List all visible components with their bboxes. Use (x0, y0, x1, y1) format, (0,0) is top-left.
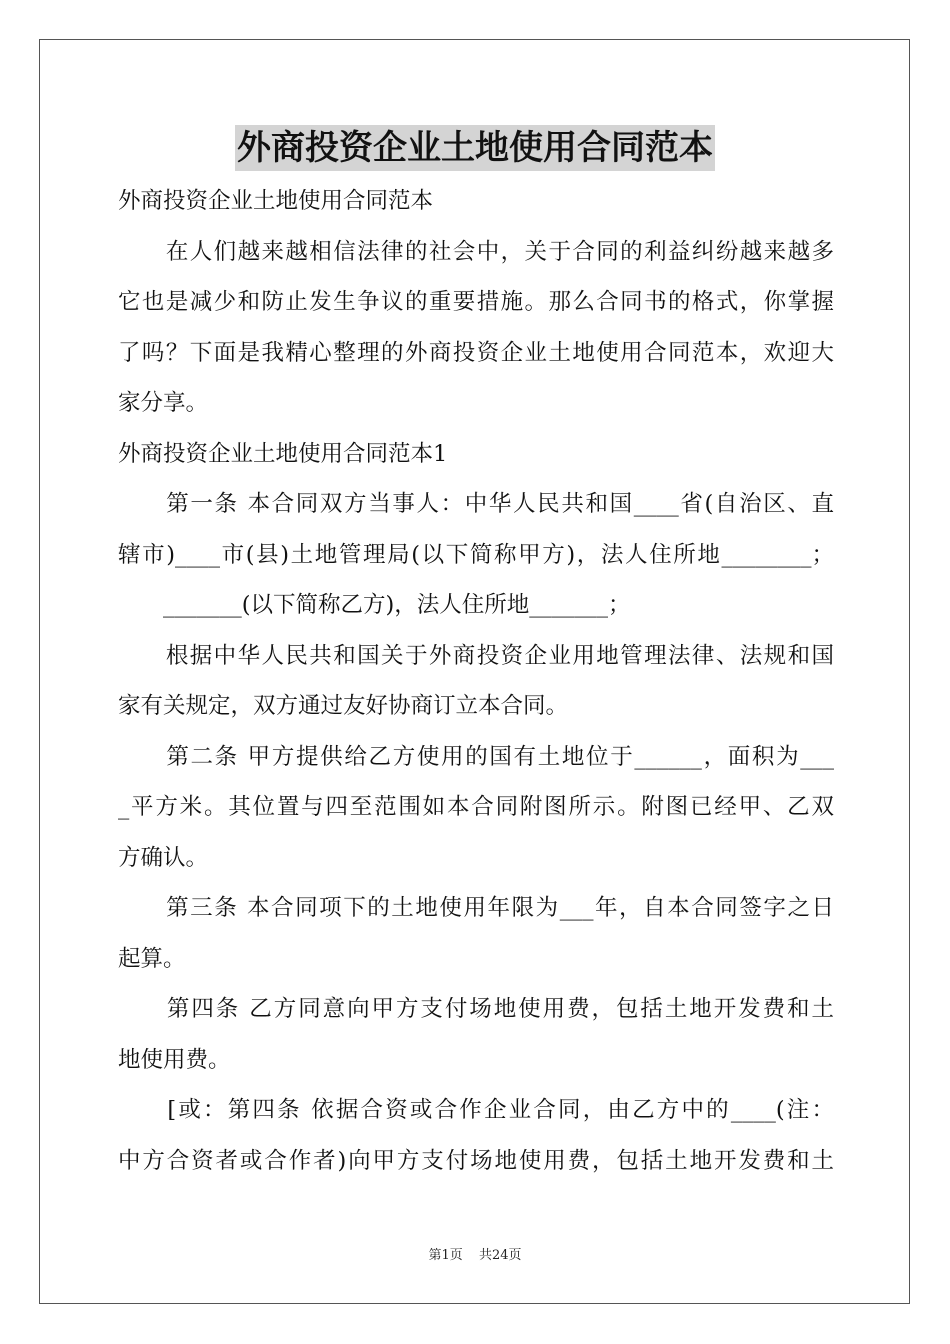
text-line: 外商投资企业土地使用合同范本 (118, 188, 434, 214)
text-line: 第四条 乙方同意向甲方支付场地使用费，包括土地开发费和土 (118, 996, 834, 1022)
text-line: 第三条 本合同项下的土地使用年限为___年，自本合同签字之日 (118, 895, 834, 921)
text-line: 在人们越来越相信法律的社会中，关于合同的利益纠纷越来越多 (118, 238, 834, 265)
text-line: 它也是减少和防止发生争议的重要措施。那么合同书的格式，你掌握 (118, 289, 834, 315)
page-total: 共24页 (478, 1248, 522, 1263)
text-line: 第一条 本合同双方当事人：中华人民共和国____省(自治区、直 (118, 491, 834, 517)
text-line: 第二条 甲方提供给乙方使用的国有土地位于______，面积为___ (118, 743, 834, 770)
text-line: 根据中华人民共和国关于外商投资企业用地管理法律、法规和国 (118, 642, 834, 669)
text-line: 方确认。 (118, 844, 209, 871)
title-area (0, 125, 950, 171)
text-line: 起算。 (118, 945, 186, 972)
text-line: 中方合资者或合作者)向甲方支付场地使用费，包括土地开发费和土 (118, 1147, 834, 1174)
text-line: 家分享。 (118, 390, 209, 416)
text-line: 外商投资企业土地使用合同范本1 (118, 440, 448, 467)
page-number: 第1页 (428, 1248, 463, 1263)
text-line: 了吗？下面是我精心整理的外商投资企业土地使用合同范本，欢迎大 (118, 339, 834, 366)
text-line: [或：第四条 依据合资或合作企业合同，由乙方中的____(注： (118, 1097, 834, 1123)
document-body (118, 176, 834, 1186)
text-line: 家有关规定，双方通过友好协商订立本合同。 (118, 693, 569, 719)
text-line: _______(以下简称乙方)，法人住所地_______； (118, 592, 631, 618)
text-line: 辖市)____市(县)土地管理局(以下简称甲方)，法人住所地________； (118, 541, 834, 568)
document-title: 外商投资企业土地使用合同范本 (235, 125, 715, 171)
page-footer (0, 1244, 950, 1263)
text-line: 地使用费。 (118, 1046, 231, 1073)
text-line: _平方米。其位置与四至范围如本合同附图所示。附图已经甲、乙双 (118, 794, 834, 820)
